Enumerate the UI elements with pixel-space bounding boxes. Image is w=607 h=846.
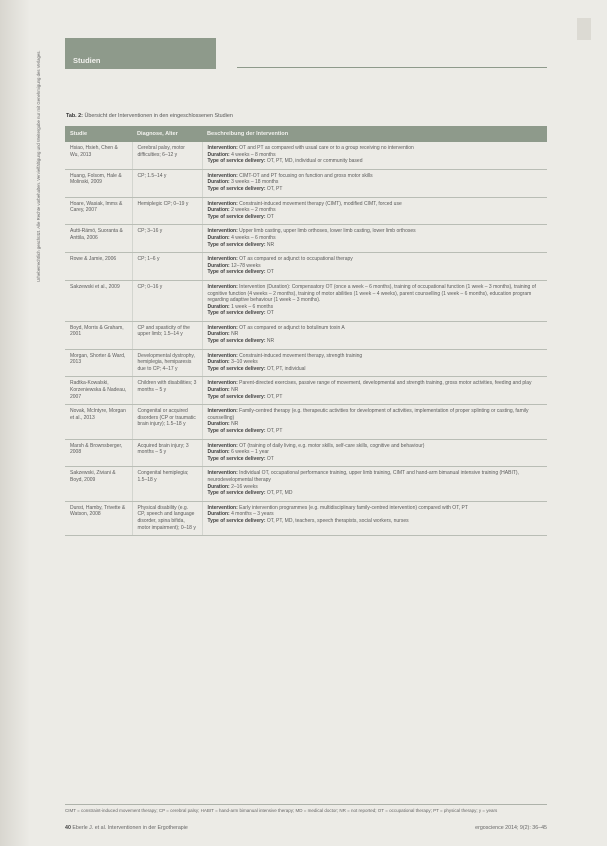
duration-value: 1 week – 6 months [231,303,274,310]
duration-value: 12–78 weeks [231,262,261,269]
header-rule [237,67,547,68]
diagnosis-cell: Hemiplegic CP; 0–19 y [132,197,202,225]
intervention-label: Intervention: [207,324,238,331]
intervention-line [208,470,543,483]
delivery-value: OT, PT, MD [266,490,293,497]
intervention-cell [202,405,547,439]
intervention-line [208,228,543,235]
delivery-label: Type of service delivery: [207,517,266,524]
study-cell: Rowe & Jamie, 2006 [65,253,132,281]
duration-line [208,387,543,394]
delivery-label: Type of service delivery: [207,310,266,317]
diagnosis-cell: Children with disabilities; 3 months – 5 y [132,377,202,405]
table-footnote: CIMT = constraint-induced movement therapy; CP = cerebral palsy; HABIT = hand-arm bimanual intensive therapy; MD = medical doctor; NR = not reported; OT = occupational therapy; PT = physical therapy; y = years [65,804,547,814]
section-label: Studien [73,56,101,65]
intervention-label: Intervention: [207,172,238,179]
study-cell: Dunst, Hamby, Trivette & Watson, 2008 [65,501,132,535]
table-row [65,377,547,405]
delivery-value: OT [266,269,274,276]
duration-line [208,263,543,270]
intervention-cell [202,169,547,197]
duration-label: Duration: [207,421,230,428]
intervention-cell [202,377,547,405]
table-body [65,142,547,536]
intervention-cell [202,501,547,535]
duration-label: Duration: [207,387,230,394]
intervention-cell [202,321,547,349]
duration-line [208,235,543,242]
duration-line [208,152,543,159]
delivery-line [208,456,543,463]
delivery-line [208,214,543,221]
duration-line [208,484,543,491]
duration-label: Duration: [207,179,230,186]
diagnosis-cell: Developmental dystrophy, hemiplegia, hemiparesis due to CP; 4–17 y [132,349,202,377]
delivery-label: Type of service delivery: [207,338,266,345]
duration-value: NR [231,331,239,338]
duration-line [208,304,543,311]
duration-label: Duration: [207,234,230,241]
delivery-label: Type of service delivery: [207,428,266,434]
diagnosis-cell: Cerebral palsy, motor difficulties; 6–12 y [132,142,202,169]
table-caption-text: Übersicht der Interventionen in den eingeschlossenen Studien [84,113,233,119]
intervention-cell [202,197,547,225]
diagnosis-cell: Congenital hemiplegia; 1.5–18 y [132,467,202,501]
duration-label: Duration: [207,151,230,158]
delivery-value: NR [266,338,275,345]
duration-line [208,421,543,428]
study-cell: Radtka-Kowalski, Korzeniewska & Nadeau, 2007 [65,377,132,405]
table-row [65,501,547,535]
binding-shadow [0,0,30,846]
delivery-label: Type of service delivery: [207,185,266,192]
intervention-line [208,145,543,152]
delivery-line [208,428,543,435]
section-header-tab [65,38,216,69]
intervention-line [208,505,543,512]
duration-value: 4 weeks – 8 months [231,151,276,158]
diagnosis-cell: CP; 1–6 y [132,253,202,281]
study-cell: Sakzewski et al., 2009 [65,280,132,321]
intervention-line [208,353,543,360]
study-cell: Novak, McIntyre, Morgan et al., 2013 [65,405,132,439]
duration-label: Duration: [207,207,230,214]
intervention-label: Intervention: [207,228,238,235]
intervention-line [208,256,543,263]
duration-value: 2–16 weeks [231,483,258,490]
footer-left [65,825,188,831]
intervention-label: Intervention: [207,504,238,511]
table-row [65,253,547,281]
intervention-cell [202,225,547,253]
duration-label: Duration: [207,449,230,456]
table-row [65,349,547,377]
intervention-line [208,173,543,180]
interventions-table [65,126,547,536]
header-study: Studie [65,126,132,142]
duration-line [208,511,543,518]
delivery-line [208,366,543,373]
diagnosis-cell: Congenital or acquired disorders (CP or traumatic brain injury); 1.5–18 y [132,405,202,439]
copyright-side-text: Urheberrechtlich geschützt. Alle Rechte vorbehalten. Vervielfältigung und Weitergabe nur mit Genehmigung des Verlages. [36,50,41,282]
intervention-cell [202,253,547,281]
intervention-cell [202,280,547,321]
duration-line [208,331,543,338]
duration-line [208,449,543,456]
intervention-label: Intervention: [207,470,238,477]
diagnosis-cell: CP; 3–16 y [132,225,202,253]
delivery-label: Type of service delivery: [207,365,266,372]
corner-mark [577,18,591,40]
delivery-value: OT, PT, MD, teachers, speech therapists, social workers, nurses [266,517,409,524]
delivery-label: Type of service delivery: [207,490,266,497]
page-number: 40 [65,825,71,831]
diagnosis-cell: CP; 0–16 y [132,280,202,321]
diagnosis-cell: Physical disability (e.g. CP, speech and language disorder, spina bifida, motor impairment); 0–18 y [132,501,202,535]
intervention-value: OT as compared or adjunct to botulinum toxin A [239,324,345,331]
delivery-line [208,242,543,249]
duration-value: 4 months – 3 years [231,511,274,518]
footer-journal: ergoscience 2014; 9(2): 36–45 [475,825,547,831]
delivery-line [208,186,543,193]
duration-value: 3–10 weeks [231,359,258,366]
delivery-label: Type of service delivery: [207,158,266,165]
delivery-value: OT [266,310,274,317]
delivery-value: OT, PT [266,428,283,434]
delivery-value: OT [266,455,274,462]
delivery-line [208,310,543,317]
delivery-label: Type of service delivery: [207,241,266,248]
duration-line [208,207,543,214]
intervention-value: OT (training of daily living, e.g. motor skills, self-care skills, cognitive and behaviour) [239,442,425,449]
delivery-line [208,158,543,165]
diagnosis-cell: CP; 1.5–14 y [132,169,202,197]
delivery-line [208,394,543,401]
table-row [65,225,547,253]
intervention-value: OT as compared or adjunct to occupational therapy [239,256,353,263]
intervention-label: Intervention: [207,352,238,359]
delivery-value: OT [266,213,274,220]
intervention-label: Intervention: [207,200,238,207]
delivery-label: Type of service delivery: [207,455,266,462]
duration-label: Duration: [207,262,230,269]
table-row [65,197,547,225]
study-cell: Marsh & Brownsberger, 2008 [65,439,132,467]
duration-label: Duration: [207,483,230,490]
footer-authors: Eberle J. et al. [72,825,107,831]
delivery-value: OT, PT, MD, individual or community based [266,158,363,165]
table-row [65,467,547,501]
duration-value: 4 weeks – 6 months [231,234,276,241]
duration-label: Duration: [207,303,230,310]
duration-value: NR [231,387,239,394]
duration-label: Duration: [207,359,230,366]
intervention-cell [202,349,547,377]
duration-label: Duration: [207,331,230,338]
study-cell: Hoare, Wasiak, Imms & Carey, 2007 [65,197,132,225]
header-diagnosis: Diagnose, Alter [132,126,202,142]
intervention-line [208,443,543,450]
delivery-value: NR [266,241,275,248]
intervention-value: CIMT-OT and PT focusing on function and gross motor skills [239,172,373,179]
delivery-value: OT, PT, individual [266,365,306,372]
diagnosis-cell: Acquired brain injury; 3 months – 5 y [132,439,202,467]
duration-value: 2 weeks – 2 months [231,207,276,214]
study-cell: Hsiao, Hsieh, Chen & Wu, 2013 [65,142,132,169]
intervention-label: Intervention: [207,408,238,415]
table-row [65,280,547,321]
intervention-value: Intervention (Duration): Compensatory OT (once a week – 6 months), training of occupational function (1 week – 3 months), training of cognitive function (4 weeks – 2 months), training of motor abilities (1 week – 4 weeks), parent counselling (1 week – 6 months), education program regarding adaptive behaviour (1 week – 3 months). [207,283,536,304]
intervention-value: Family-centred therapy (e.g. therapeutic activities for development of activities, implementation of proper splinting or casting, family counselling) [207,408,529,421]
study-cell: Boyd, Morris & Graham, 2001 [65,321,132,349]
delivery-line [208,490,543,497]
delivery-line [208,338,543,345]
table-row [65,439,547,467]
intervention-cell [202,142,547,169]
intervention-label: Intervention: [207,380,238,387]
study-cell: Sakzewski, Ziviani & Boyd, 2009 [65,467,132,501]
delivery-label: Type of service delivery: [207,393,266,400]
table-row [65,405,547,439]
intervention-cell [202,439,547,467]
intervention-value: Constraint-induced movement therapy (CIMT), modified CIMT, forced use [239,200,402,207]
intervention-label: Intervention: [207,283,238,290]
duration-value: 6 weeks – 1 year [231,449,269,456]
intervention-value: Early intervention programmes (e.g. multidisciplinary family-centred intervention) compared with OT, PT [239,504,468,511]
study-cell: Morgan, Shorter & Ward, 2013 [65,349,132,377]
table-header-row [65,126,547,142]
intervention-line [208,284,543,304]
intervention-value: OT and PT as compared with usual care or to a group receiving no intervention [239,145,414,151]
study-cell: Huang, Folsom, Hale & Molinski, 2009 [65,169,132,197]
table-caption [66,113,546,119]
intervention-value: Constraint-induced movement therapy, strength training [239,352,363,359]
table-row [65,321,547,349]
intervention-line [208,325,543,332]
intervention-cell [202,467,547,501]
intervention-label: Intervention: [207,442,238,449]
table-row [65,142,547,169]
intervention-line [208,380,543,387]
footer-title: Interventionen in der Ergotherapie [107,825,188,831]
delivery-value: OT, PT [266,185,283,192]
delivery-value: OT, PT [266,393,283,400]
intervention-line [208,408,543,421]
diagnosis-cell: CP and spasticity of the upper limb; 1.5–14 y [132,321,202,349]
duration-label: Duration: [207,511,230,518]
table-row [65,169,547,197]
delivery-label: Type of service delivery: [207,269,266,276]
intervention-label: Intervention: [207,256,238,263]
intervention-value: Upper limb casting, upper limb orthoses, lower limb casting, lower limb orthoses [239,228,416,235]
delivery-label: Type of service delivery: [207,213,266,220]
intervention-line [208,201,543,208]
delivery-line [208,269,543,276]
duration-line [208,179,543,186]
header-intervention: Beschreibung der Intervention [202,126,547,142]
intervention-label: Intervention: [207,145,238,151]
duration-value: 3 weeks – 18 months [231,179,279,186]
intervention-value: Parent-directed exercises, passive range of movement, developmental and strength training, gross motor activities, feeding and play [239,380,532,387]
table-caption-label: Tab. 2: [66,113,83,119]
duration-value: NR [231,421,239,428]
delivery-line [208,518,543,525]
intervention-value: Individual OT, occupational performance training, upper limb training, CIMT and hand-arm bimanual intensive training (HABIT), neurodevelopmental therapy [207,470,519,483]
study-cell: Autti-Rämö, Suoranta & Anttila, 2006 [65,225,132,253]
duration-line [208,359,543,366]
